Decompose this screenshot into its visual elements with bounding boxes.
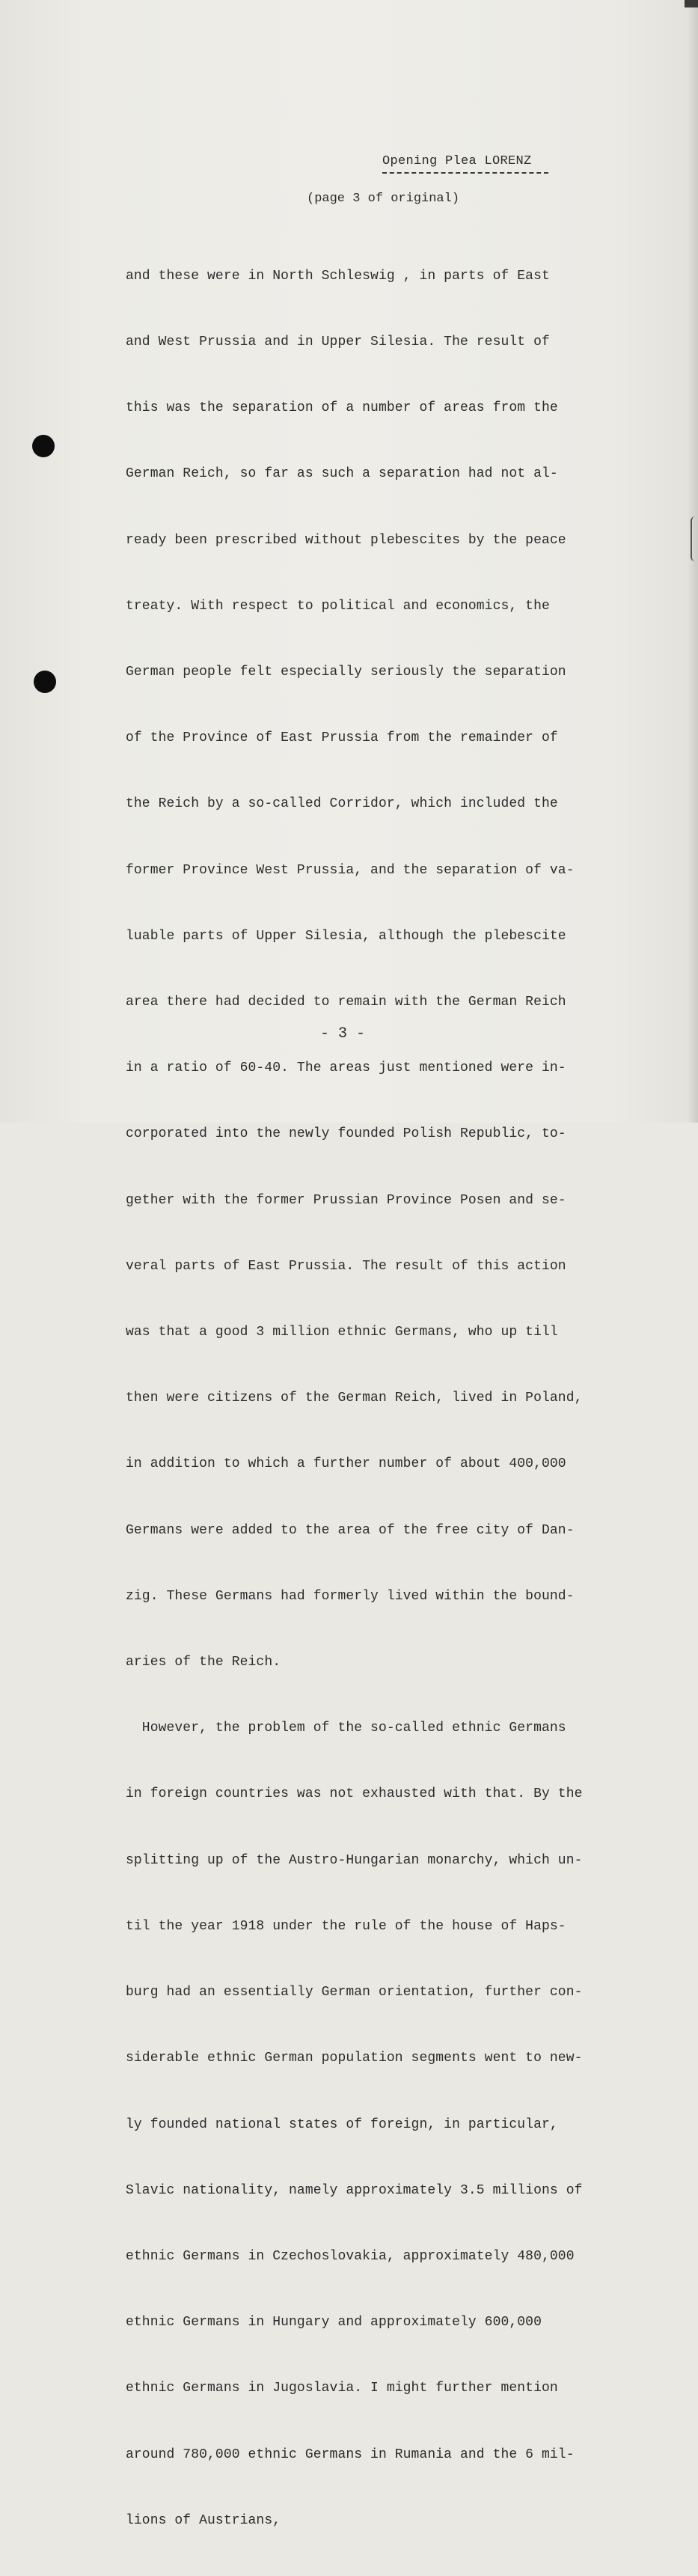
text-line: this was the separation of a number of areas from the (126, 400, 558, 416)
text-line: burg had an essentially German orientation, further con- (126, 1985, 583, 2000)
text-line: Germans were added to the area of the free city of Dan- (126, 1522, 575, 1538)
text-line: ethnic Germans in Jugoslavia. I might further mention (126, 2381, 558, 2396)
text-line: in addition to which a further number of about 400,000 (126, 1456, 566, 1472)
text-line: lions of Austrians, (126, 2512, 281, 2528)
text-line: til the year 1918 under the rule of the house of Haps- (126, 1918, 566, 1934)
page-edge-tear (691, 516, 698, 561)
punch-hole-bottom (34, 671, 56, 693)
text-line: area there had decided to remain with the German Reich (126, 995, 566, 1010)
text-line: German people felt especially seriously the separation (126, 665, 566, 680)
text-line: of the Province of East Prussia from the remainder of (126, 730, 558, 746)
text-line: ly founded national states of foreign, in particular, (126, 2116, 558, 2132)
text-line: aries of the Reich. (126, 1655, 281, 1670)
text-line: and these were in North Schleswig , in parts of East (126, 268, 550, 284)
text-line: in a ratio of 60-40. The areas just mentioned were in- (126, 1060, 566, 1076)
text-line: and West Prussia and in Upper Silesia. The result of (126, 335, 550, 350)
document-heading: Opening Plea LORENZ (382, 154, 532, 168)
text-line: in foreign countries was not exhausted with that. By the (126, 1786, 583, 1802)
text-line: former Province West Prussia, and the separation of va- (126, 862, 575, 878)
text-line: corporated into the newly founded Polish Republic, to- (126, 1126, 566, 1142)
page-edge-shadow (688, 0, 698, 1123)
text-line: then were citizens of the German Reich, lived in Poland, (126, 1391, 583, 1406)
text-line: splitting up of the Austro-Hungarian monarchy, which un- (126, 1852, 583, 1868)
text-line: ethnic Germans in Czechoslovakia, approximately 480,000 (126, 2248, 575, 2264)
text-line: ethnic Germans in Hungary and approximately 600,000 (126, 2315, 542, 2331)
heading-underline (382, 172, 548, 174)
text-line: veral parts of East Prussia. The result of this action (126, 1258, 566, 1274)
punch-hole-top (32, 435, 55, 457)
text-line: siderable ethnic German population segments went to new- (126, 2051, 583, 2066)
text-line: zig. These Germans had formerly lived within the bound- (126, 1588, 575, 1604)
text-line: around 780,000 ethnic Germans in Rumania and the 6 mil- (126, 2447, 575, 2462)
text-line: ready been prescribed without plebescites by the peace (126, 532, 566, 548)
text-line: was that a good 3 million ethnic Germans, who up till (126, 1325, 558, 1340)
body-text (126, 222, 619, 2576)
text-line: treaty. With respect to political and economics, the (126, 598, 550, 614)
text-line: luable parts of Upper Silesia, although the plebescite (126, 928, 566, 944)
corner-mark (685, 0, 698, 7)
text-line: the Reich by a so-called Corridor, which included the (126, 796, 558, 812)
text-line: gether with the former Prussian Province Posen and se- (126, 1192, 566, 1208)
document-subheading: (page 3 of original) (307, 192, 460, 206)
text-line: However, the problem of the so-called ethnic Germans (126, 1721, 566, 1736)
text-line: German Reich, so far as such a separation had not al- (126, 466, 558, 482)
page-number: - 3 - (320, 1025, 366, 1043)
text-line: Slavic nationality, namely approximately 3.5 millions of (126, 2182, 583, 2198)
